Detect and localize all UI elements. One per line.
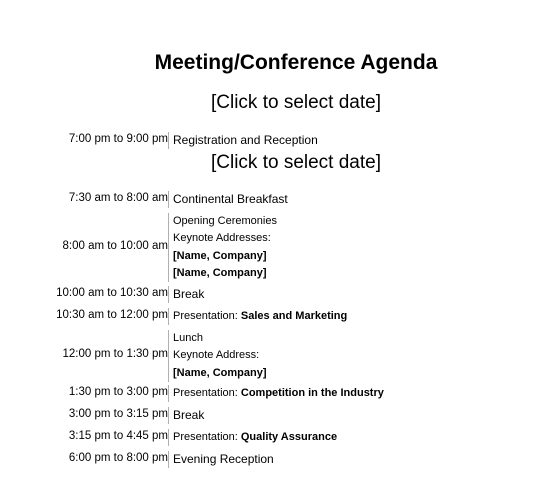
- agenda-line: [Name, Company]: [173, 249, 267, 262]
- column-divider: [168, 451, 169, 468]
- agenda-line: Presentation: Sales and Marketing: [173, 310, 348, 322]
- agenda-row: [0, 451, 550, 468]
- agenda-time: 6:00 pm to 8:00 pm: [68, 452, 168, 464]
- agenda-description: [173, 330, 267, 382]
- date-selector-2[interactable]: [Click to select date]: [210, 152, 382, 173]
- column-divider: [168, 191, 169, 208]
- column-divider: [168, 385, 169, 402]
- agenda-description: [173, 385, 384, 402]
- agenda-row: [0, 407, 550, 424]
- column-divider: [168, 213, 169, 282]
- agenda-line: Keynote Addresses:: [173, 232, 271, 245]
- agenda-line: [Name, Company]: [173, 266, 267, 279]
- agenda-line: Presentation: Quality Assurance: [173, 431, 338, 443]
- agenda-row: [0, 286, 550, 303]
- agenda-line: Presentation: Competition in the Industry: [173, 387, 384, 399]
- agenda-line: Break: [173, 287, 205, 301]
- agenda-time: 10:00 am to 10:30 am: [56, 287, 168, 299]
- agenda-time: 10:30 am to 12:00 pm: [56, 309, 168, 321]
- agenda-time: 1:30 pm to 3:00 pm: [68, 386, 168, 398]
- agenda-time: 12:00 pm to 1:30 pm: [62, 348, 168, 360]
- agenda-time: 3:00 pm to 3:15 pm: [68, 408, 168, 420]
- agenda-time: 3:15 pm to 4:45 pm: [68, 430, 168, 442]
- agenda-time: 8:00 am to 10:00 am: [62, 240, 168, 252]
- agenda-row: [0, 191, 550, 208]
- agenda-time: 7:30 am to 8:00 am: [68, 192, 168, 204]
- agenda-line: Registration and Reception: [173, 133, 318, 147]
- agenda-description: [173, 191, 288, 208]
- agenda-description: [173, 407, 204, 424]
- agenda-description: [173, 451, 274, 468]
- agenda-line: Evening Reception: [173, 452, 274, 466]
- agenda-row: [0, 308, 550, 325]
- agenda-description: [173, 132, 318, 149]
- agenda-description: [173, 286, 204, 303]
- column-divider: [168, 308, 169, 325]
- agenda-description: [173, 429, 337, 446]
- agenda-row: [0, 429, 550, 446]
- agenda-row: [0, 385, 550, 402]
- agenda-line: Keynote Address:: [173, 349, 260, 362]
- agenda-description: [173, 213, 277, 282]
- agenda-row: [0, 132, 550, 149]
- agenda-line: Break: [173, 408, 205, 422]
- agenda-time: 7:00 pm to 9:00 pm: [68, 133, 168, 145]
- agenda-line: Continental Breakfast: [173, 192, 288, 206]
- document-title: Meeting/Conference Agenda: [154, 51, 438, 74]
- agenda-line: Lunch: [173, 332, 203, 344]
- agenda-row: [0, 213, 550, 282]
- column-divider: [168, 429, 169, 446]
- column-divider: [168, 407, 169, 424]
- agenda-line: [Name, Company]: [173, 366, 267, 379]
- agenda-line: Opening Ceremonies: [173, 215, 277, 227]
- column-divider: [168, 132, 169, 149]
- column-divider: [168, 330, 169, 382]
- column-divider: [168, 286, 169, 303]
- agenda-description: [173, 308, 347, 325]
- agenda-row: [0, 330, 550, 382]
- date-selector-1[interactable]: [Click to select date]: [210, 92, 382, 113]
